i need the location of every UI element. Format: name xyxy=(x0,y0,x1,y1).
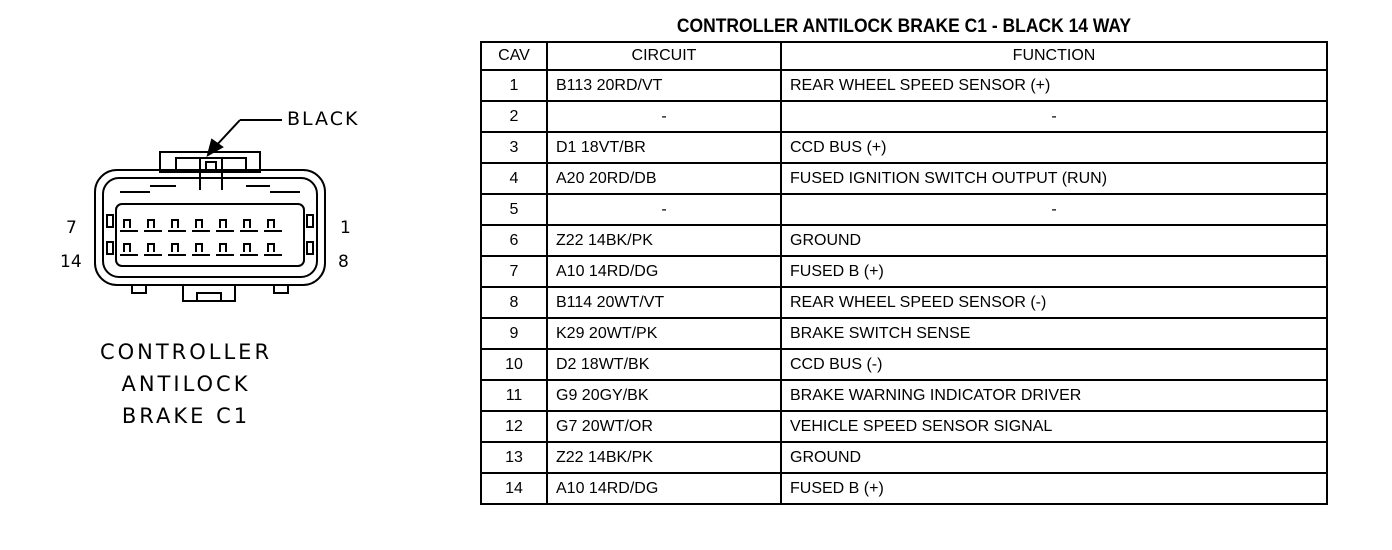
table-row xyxy=(481,349,1327,380)
cav-cell: 3 xyxy=(481,132,547,163)
table-row xyxy=(481,194,1327,225)
cav-cell: 11 xyxy=(481,380,547,411)
circuit-cell: Z22 14BK/PK xyxy=(547,442,781,473)
cav-cell: 8 xyxy=(481,287,547,318)
cav-cell: 1 xyxy=(481,70,547,101)
circuit-cell: D2 18WT/BK xyxy=(547,349,781,380)
circuit-cell: G9 20GY/BK xyxy=(547,380,781,411)
terminal-grid xyxy=(120,220,282,255)
caption-line: BRAKE C1 xyxy=(121,404,251,428)
function-cell: BRAKE WARNING INDICATOR DRIVER xyxy=(781,380,1327,411)
circuit-cell: A10 14RD/DG xyxy=(547,473,781,504)
connector-diagram xyxy=(0,0,470,550)
cav-cell: 6 xyxy=(481,225,547,256)
function-cell: CCD BUS (+) xyxy=(781,132,1327,163)
pin-label-top-left: 7 xyxy=(66,218,77,238)
function-cell: - xyxy=(781,194,1327,225)
table-row xyxy=(481,473,1327,504)
table-row xyxy=(481,101,1327,132)
function-cell: FUSED B (+) xyxy=(781,256,1327,287)
table-row xyxy=(481,225,1327,256)
table-header-row xyxy=(481,42,1327,70)
circuit-cell: A10 14RD/DG xyxy=(547,256,781,287)
table-row xyxy=(481,442,1327,473)
connector-caption xyxy=(96,336,276,432)
cav-cell: 12 xyxy=(481,411,547,442)
table-row xyxy=(481,318,1327,349)
cav-cell: 14 xyxy=(481,473,547,504)
pin-label-bottom-left: 14 xyxy=(60,252,82,272)
function-cell: VEHICLE SPEED SENSOR SIGNAL xyxy=(781,411,1327,442)
table-row xyxy=(481,411,1327,442)
circuit-cell: G7 20WT/OR xyxy=(547,411,781,442)
table-title: CONTROLLER ANTILOCK BRAKE C1 - BLACK 14 WAY xyxy=(676,16,1132,37)
circuit-cell: - xyxy=(547,101,781,132)
cav-cell: 7 xyxy=(481,256,547,287)
table-row xyxy=(481,256,1327,287)
table-row xyxy=(481,132,1327,163)
cav-cell: 4 xyxy=(481,163,547,194)
circuit-cell: A20 20RD/DB xyxy=(547,163,781,194)
circuit-cell: B113 20RD/VT xyxy=(547,70,781,101)
pin-label-bottom-right: 8 xyxy=(338,252,349,272)
cav-cell: 9 xyxy=(481,318,547,349)
function-cell: REAR WHEEL SPEED SENSOR (+) xyxy=(781,70,1327,101)
circuit-cell: K29 20WT/PK xyxy=(547,318,781,349)
caption-line: CONTROLLER xyxy=(99,340,273,364)
cav-cell: 10 xyxy=(481,349,547,380)
header-function: FUNCTION xyxy=(781,42,1327,70)
table-row xyxy=(481,70,1327,101)
function-cell: GROUND xyxy=(781,225,1327,256)
function-cell: REAR WHEEL SPEED SENSOR (-) xyxy=(781,287,1327,318)
color-callout-label: BLACK xyxy=(287,108,360,130)
circuit-cell: Z22 14BK/PK xyxy=(547,225,781,256)
circuit-cell: D1 18VT/BR xyxy=(547,132,781,163)
function-cell: - xyxy=(781,101,1327,132)
table-row xyxy=(481,163,1327,194)
cav-cell: 5 xyxy=(481,194,547,225)
pinout-table xyxy=(480,41,1328,505)
header-cav: CAV xyxy=(481,42,547,70)
function-cell: FUSED B (+) xyxy=(781,473,1327,504)
pin-cavity xyxy=(116,204,304,266)
function-cell: FUSED IGNITION SWITCH OUTPUT (RUN) xyxy=(781,163,1327,194)
function-cell: GROUND xyxy=(781,442,1327,473)
table-row xyxy=(481,287,1327,318)
cav-cell: 2 xyxy=(481,101,547,132)
circuit-cell: B114 20WT/VT xyxy=(547,287,781,318)
circuit-cell: - xyxy=(547,194,781,225)
table-body xyxy=(481,70,1327,504)
caption-line: ANTILOCK xyxy=(121,372,251,396)
header-circuit: CIRCUIT xyxy=(547,42,781,70)
pin-label-top-right: 1 xyxy=(340,218,351,238)
cav-cell: 13 xyxy=(481,442,547,473)
table-row xyxy=(481,380,1327,411)
function-cell: BRAKE SWITCH SENSE xyxy=(781,318,1327,349)
function-cell: CCD BUS (-) xyxy=(781,349,1327,380)
